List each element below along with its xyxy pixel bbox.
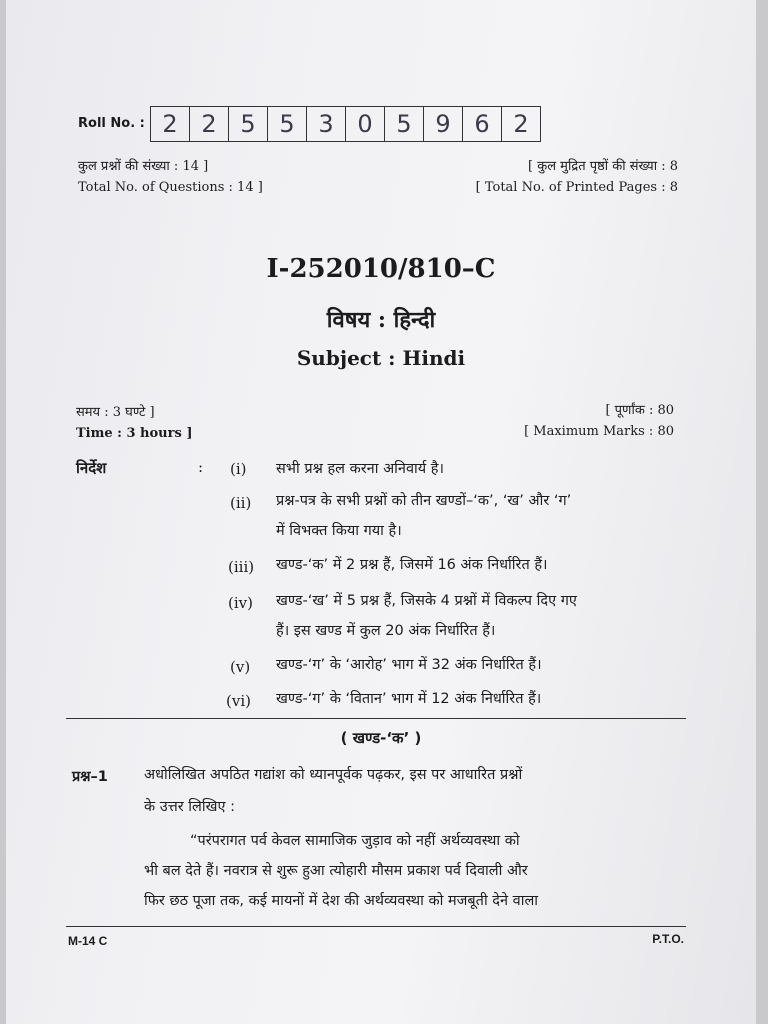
footer-code: M-14 C bbox=[68, 934, 108, 948]
roll-digit: 3 bbox=[307, 107, 346, 141]
instruction-number: (i) bbox=[230, 460, 247, 478]
passage-line: भी बल देते हैं। नवरात्र से शुरू हुआ त्योहारी मौसम प्रकाश पर्व दिवाली और bbox=[144, 863, 528, 879]
total-questions-hindi: कुल प्रश्नों की संख्या : 14 ] bbox=[78, 159, 209, 174]
roll-digit: 6 bbox=[463, 107, 502, 141]
total-questions-english: Total No. of Questions : 14 ] bbox=[78, 180, 263, 195]
instruction-number: (ii) bbox=[230, 494, 252, 512]
instruction-number: (iii) bbox=[228, 558, 255, 576]
time-english: Time : 3 hours ] bbox=[76, 426, 193, 441]
question-text: अधोलिखित अपठित गद्यांश को ध्यानपूर्वक पढ़कर, इस पर आधारित प्रश्नों bbox=[144, 767, 523, 783]
question-label: प्रश्न–1 bbox=[72, 769, 108, 785]
instruction-number: (iv) bbox=[228, 594, 253, 612]
question-text: के उत्तर लिखिए : bbox=[144, 799, 235, 815]
total-pages-hindi: [ कुल मुद्रित पृष्ठों की संख्या : 8 bbox=[528, 159, 678, 174]
roll-number-boxes bbox=[150, 106, 541, 142]
roll-number-label: Roll No. : bbox=[78, 116, 145, 131]
instruction-text: प्रश्न-पत्र के सभी प्रश्नों को तीन खण्डों–‘क’, ‘ख’ और ‘ग’ bbox=[276, 493, 572, 509]
paper-code: I-252010/810–C bbox=[266, 254, 496, 284]
instruction-text: खण्ड-‘क’ में 2 प्रश्न हैं, जिसमें 16 अंक निर्धारित हैं। bbox=[276, 557, 548, 573]
max-marks-english: [ Maximum Marks : 80 bbox=[524, 424, 674, 439]
instruction-text: में विभक्त किया गया है। bbox=[276, 523, 402, 539]
time-hindi: समय : 3 घण्टे ] bbox=[76, 405, 155, 420]
footer-divider bbox=[66, 926, 686, 927]
exam-paper bbox=[6, 0, 756, 1024]
instructions-colon: : bbox=[198, 458, 204, 476]
roll-digit: 5 bbox=[268, 107, 307, 141]
roll-digit: 2 bbox=[513, 110, 529, 138]
roll-digit: 2 bbox=[190, 107, 229, 141]
instruction-text: खण्ड-‘ग’ के ‘आरोह’ भाग में 32 अंक निर्धारित हैं। bbox=[276, 657, 542, 673]
max-marks-hindi: [ पूर्णांक : 80 bbox=[605, 403, 674, 418]
instruction-text: सभी प्रश्न हल करना अनिवार्य है। bbox=[276, 461, 445, 477]
footer-pto: P.T.O. bbox=[652, 932, 684, 946]
instructions-heading: निर्देश bbox=[76, 459, 107, 477]
passage-line: फिर छठ पूजा तक, कई मायनों में देश की अर्थव्यवस्था को मजबूती देने वाला bbox=[144, 893, 539, 909]
instruction-text: खण्ड-‘ख’ में 5 प्रश्न हैं, जिसके 4 प्रश्नों में विकल्प दिए गए bbox=[276, 593, 577, 609]
roll-digit: 9 bbox=[424, 107, 463, 141]
passage-line: “परंपरागत पर्व केवल सामाजिक जुड़ाव को नहीं अर्थव्यवस्था को bbox=[190, 833, 520, 849]
total-pages-english: [ Total No. of Printed Pages : 8 bbox=[475, 180, 678, 195]
subject-english: Subject : Hindi bbox=[296, 346, 466, 370]
instruction-text: खण्ड-‘ग’ के ‘वितान’ भाग में 12 अंक निर्धारित हैं। bbox=[276, 691, 542, 707]
instruction-number: (vi) bbox=[226, 692, 251, 710]
instruction-number: (v) bbox=[230, 658, 251, 676]
roll-digit: 5 bbox=[385, 107, 424, 141]
roll-digit: 2 bbox=[151, 107, 190, 141]
roll-digit: 5 bbox=[229, 107, 268, 141]
section-title: ( खण्ड-‘क’ ) bbox=[340, 729, 422, 747]
section-divider bbox=[66, 718, 686, 719]
instruction-text: हैं। इस खण्ड में कुल 20 अंक निर्धारित हैं। bbox=[276, 623, 496, 639]
roll-digit: 0 bbox=[346, 107, 385, 141]
subject-hindi: विषय : हिन्दी bbox=[326, 307, 436, 333]
